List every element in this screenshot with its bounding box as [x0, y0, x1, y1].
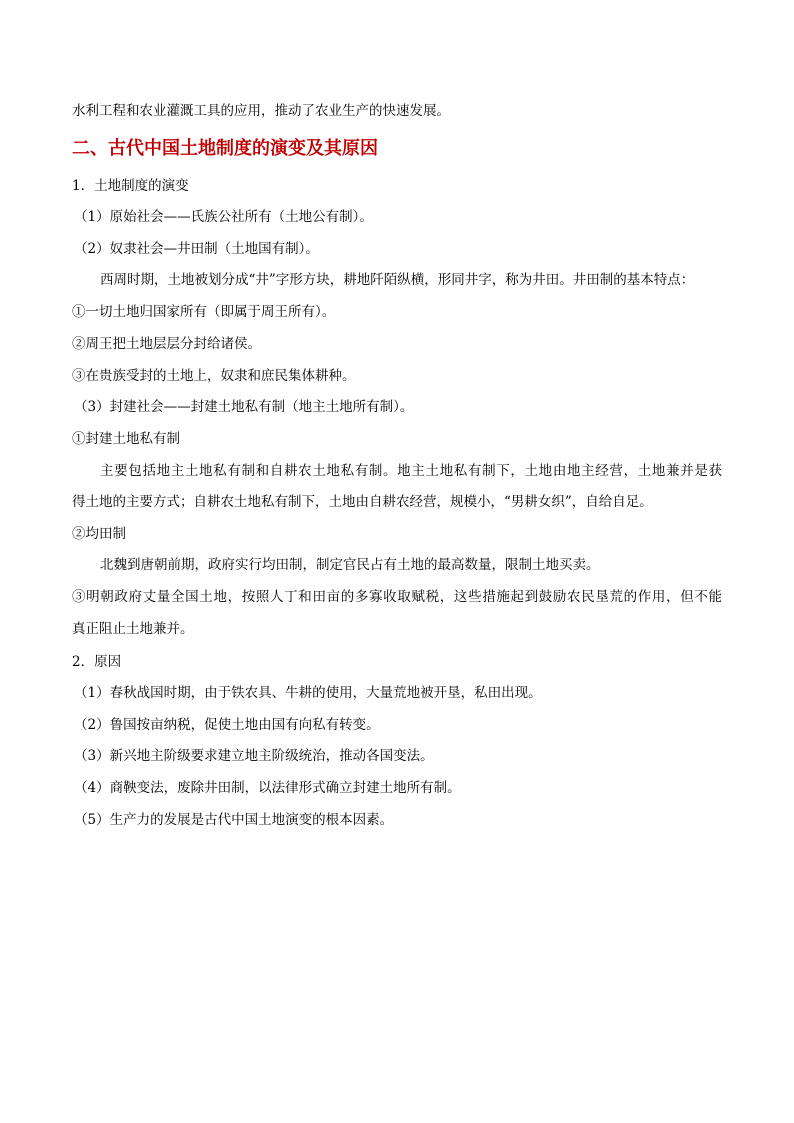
- well-field-point-2: ②周王把土地层层分封给诸侯。: [72, 336, 261, 352]
- reason-item-4: （4）商鞅变法，废除井田制，以法律形式确立封建土地所有制。: [74, 780, 461, 796]
- evolution-item-1: （1）原始社会——氏族公社所有（土地公有制）。: [74, 209, 373, 225]
- reason-item-5: （5）生产力的发展是古代中国土地演变的根本因素。: [74, 812, 394, 828]
- feudal-private-ownership-desc-line-1: 主要包括地主土地私有制和自耕农土地私有制。地主土地私有制下，土地由地主经营，土地兼并是获: [100, 463, 722, 479]
- reason-item-2: （2）鲁国按亩纳税，促使土地由国有向私有转变。: [74, 717, 380, 733]
- feudal-private-ownership-desc-line-2: 得土地的主要方式；自耕农土地私有制下，土地由自耕农经营，规模小，“男耕女织”，自给自足。: [72, 494, 653, 510]
- evolution-item-2: （2）奴隶社会—井田制（土地国有制）。: [74, 241, 319, 257]
- well-field-point-3: ③在贵族受封的土地上，奴隶和庶民集体耕种。: [72, 368, 356, 384]
- equal-field-desc: 北魏到唐朝前期，政府实行均田制，制定官民占有土地的最高数量，限制土地买卖。: [100, 557, 600, 573]
- ming-policy-line-1: ③明朝政府丈量全国土地，按照人丁和田亩的多寡收取赋税，这些措施起到鼓励农民垦荒的作用，但不能: [72, 589, 722, 605]
- feudal-private-ownership-heading: ①封建土地私有制: [72, 431, 180, 447]
- evolution-item-3: （3）封建社会——封建土地私有制（地主土地所有制）。: [74, 399, 414, 415]
- intro-line: 水利工程和农业灌溉工具的应用，推动了农业生产的快速发展。: [72, 103, 450, 119]
- subsection1-title: 1．土地制度的演变: [72, 178, 189, 194]
- section-title: 二、古代中国土地制度的演变及其原因: [72, 138, 378, 159]
- well-field-description: 西周时期，土地被划分成“井”字形方块，耕地阡陌纵横，形同井字，称为井田。井田制的基本特点：: [100, 272, 695, 288]
- equal-field-heading: ②均田制: [72, 526, 126, 542]
- reason-item-3: （3）新兴地主阶级要求建立地主阶级统治，推动各国变法。: [74, 748, 434, 764]
- well-field-point-1: ①一切土地归国家所有（即属于周王所有）。: [72, 304, 336, 320]
- reason-item-1: （1）春秋战国时期，由于铁农具、牛耕的使用，大量荒地被开垦，私田出现。: [74, 685, 542, 701]
- subsection2-title: 2．原因: [72, 654, 122, 670]
- ming-policy-line-2: 真正阻止土地兼并。: [72, 621, 194, 637]
